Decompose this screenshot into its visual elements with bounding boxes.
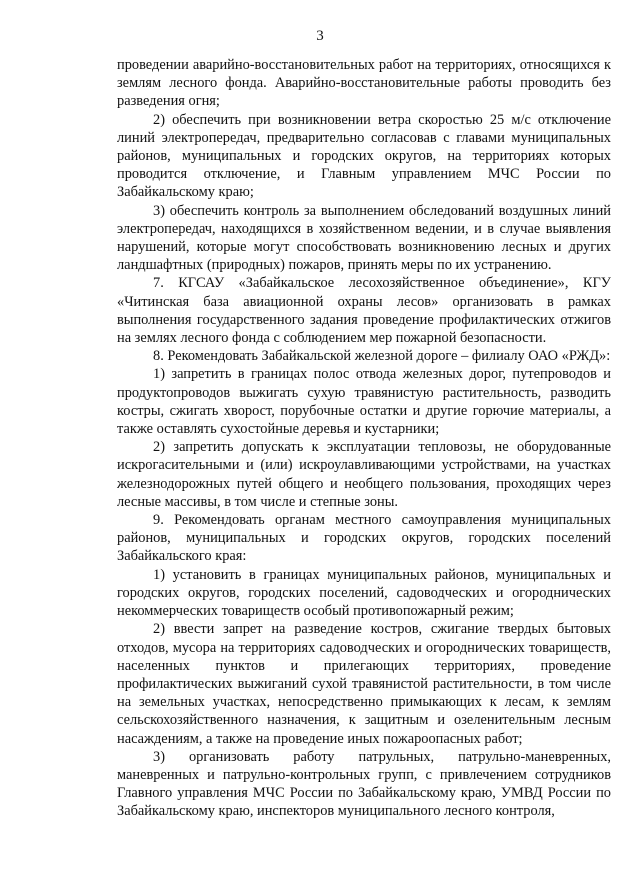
- paragraph: 3) обеспечить контроль за выполнением обследований воздушных линий электропередач, находящихся в хозяйственном ведении, и в случае выявления нарушений, которые могут способствовать возникновению лесных и других ландшафтных (природных) пожаров, принять меры по их устранению.: [117, 202, 611, 274]
- paragraph: 2) ввести запрет на разведение костров, сжигание твердых бытовых отходов, мусора на территориях садоводческих и огороднических товариществ, населенных пунктов и прилегающих территориях, проведение профилактических выжиганий сухой травянистой растительности, в том числе на земельных участках, непосредственно примыкающих к лесам, к землям сельскохозяйственного назначения, к защитным и озеленительным лесным насаждениям, а также на проведение иных пожароопасных работ;: [117, 621, 611, 747]
- paragraph: 3) организовать работу патрульных, патрульно-маневренных, маневренных и патрульно-контрольных групп, с привлечением сотрудников Главного управления МЧС России по Забайкальскому краю, УМВД России по Забайкальскому краю, инспекторов муниципального лесного контроля,: [117, 748, 611, 820]
- paragraph: 1) запретить в границах полос отвода железных дорог, путепроводов и продуктопроводов выжигать сухую травянистую растительность, разводить костры, сжигать хворост, порубочные остатки и другие горючие материалы, а также оставлять сухостойные деревья и кустарники;: [117, 366, 611, 438]
- paragraph: 9. Рекомендовать органам местного самоуправления муниципальных районов, муниципальных и городских округов, городских поселений Забайкальского края:: [117, 512, 611, 565]
- paragraph: 7. КГСАУ «Забайкальское лесохозяйственное объединение», КГУ «Читинская база авиационной охраны лесов» организовать в рамках выполнения государственного задания проведение профилактических отжигов на землях лесного фонда с соблюдением мер пожарной безопасности.: [117, 275, 611, 347]
- document-body: [117, 56, 611, 821]
- paragraph: проведении аварийно-восстановительных работ на территориях, относящихся к землям лесного фонда. Аварийно-восстановительные работы проводить без разведения огня;: [117, 57, 611, 110]
- paragraph: 2) запретить допускать к эксплуатации тепловозы, не оборудованные искрогасительными и (или) искроулавливающими устройствами, на участках железнодорожных путей общего и необщего пользования, проходящих через лесные массивы, в том числе и степные зоны.: [117, 439, 611, 510]
- page-number: 3: [316, 28, 324, 44]
- paragraph: 2) обеспечить при возникновении ветра скоростью 25 м/с отключение линий электропередач, предварительно согласовав с главами муниципальных районов, муниципальных и городских округов, на территориях которых проводится отключение, и Главным управлением МЧС России по Забайкальскому краю;: [117, 111, 611, 201]
- paragraph: 1) установить в границах муниципальных районов, муниципальных и городских округов, городских поселений, садоводческих и огороднических некоммерческих товариществ особый противопожарный режим;: [117, 566, 611, 620]
- paragraph: 8. Рекомендовать Забайкальской железной дороге – филиалу ОАО «РЖД»:: [153, 348, 611, 365]
